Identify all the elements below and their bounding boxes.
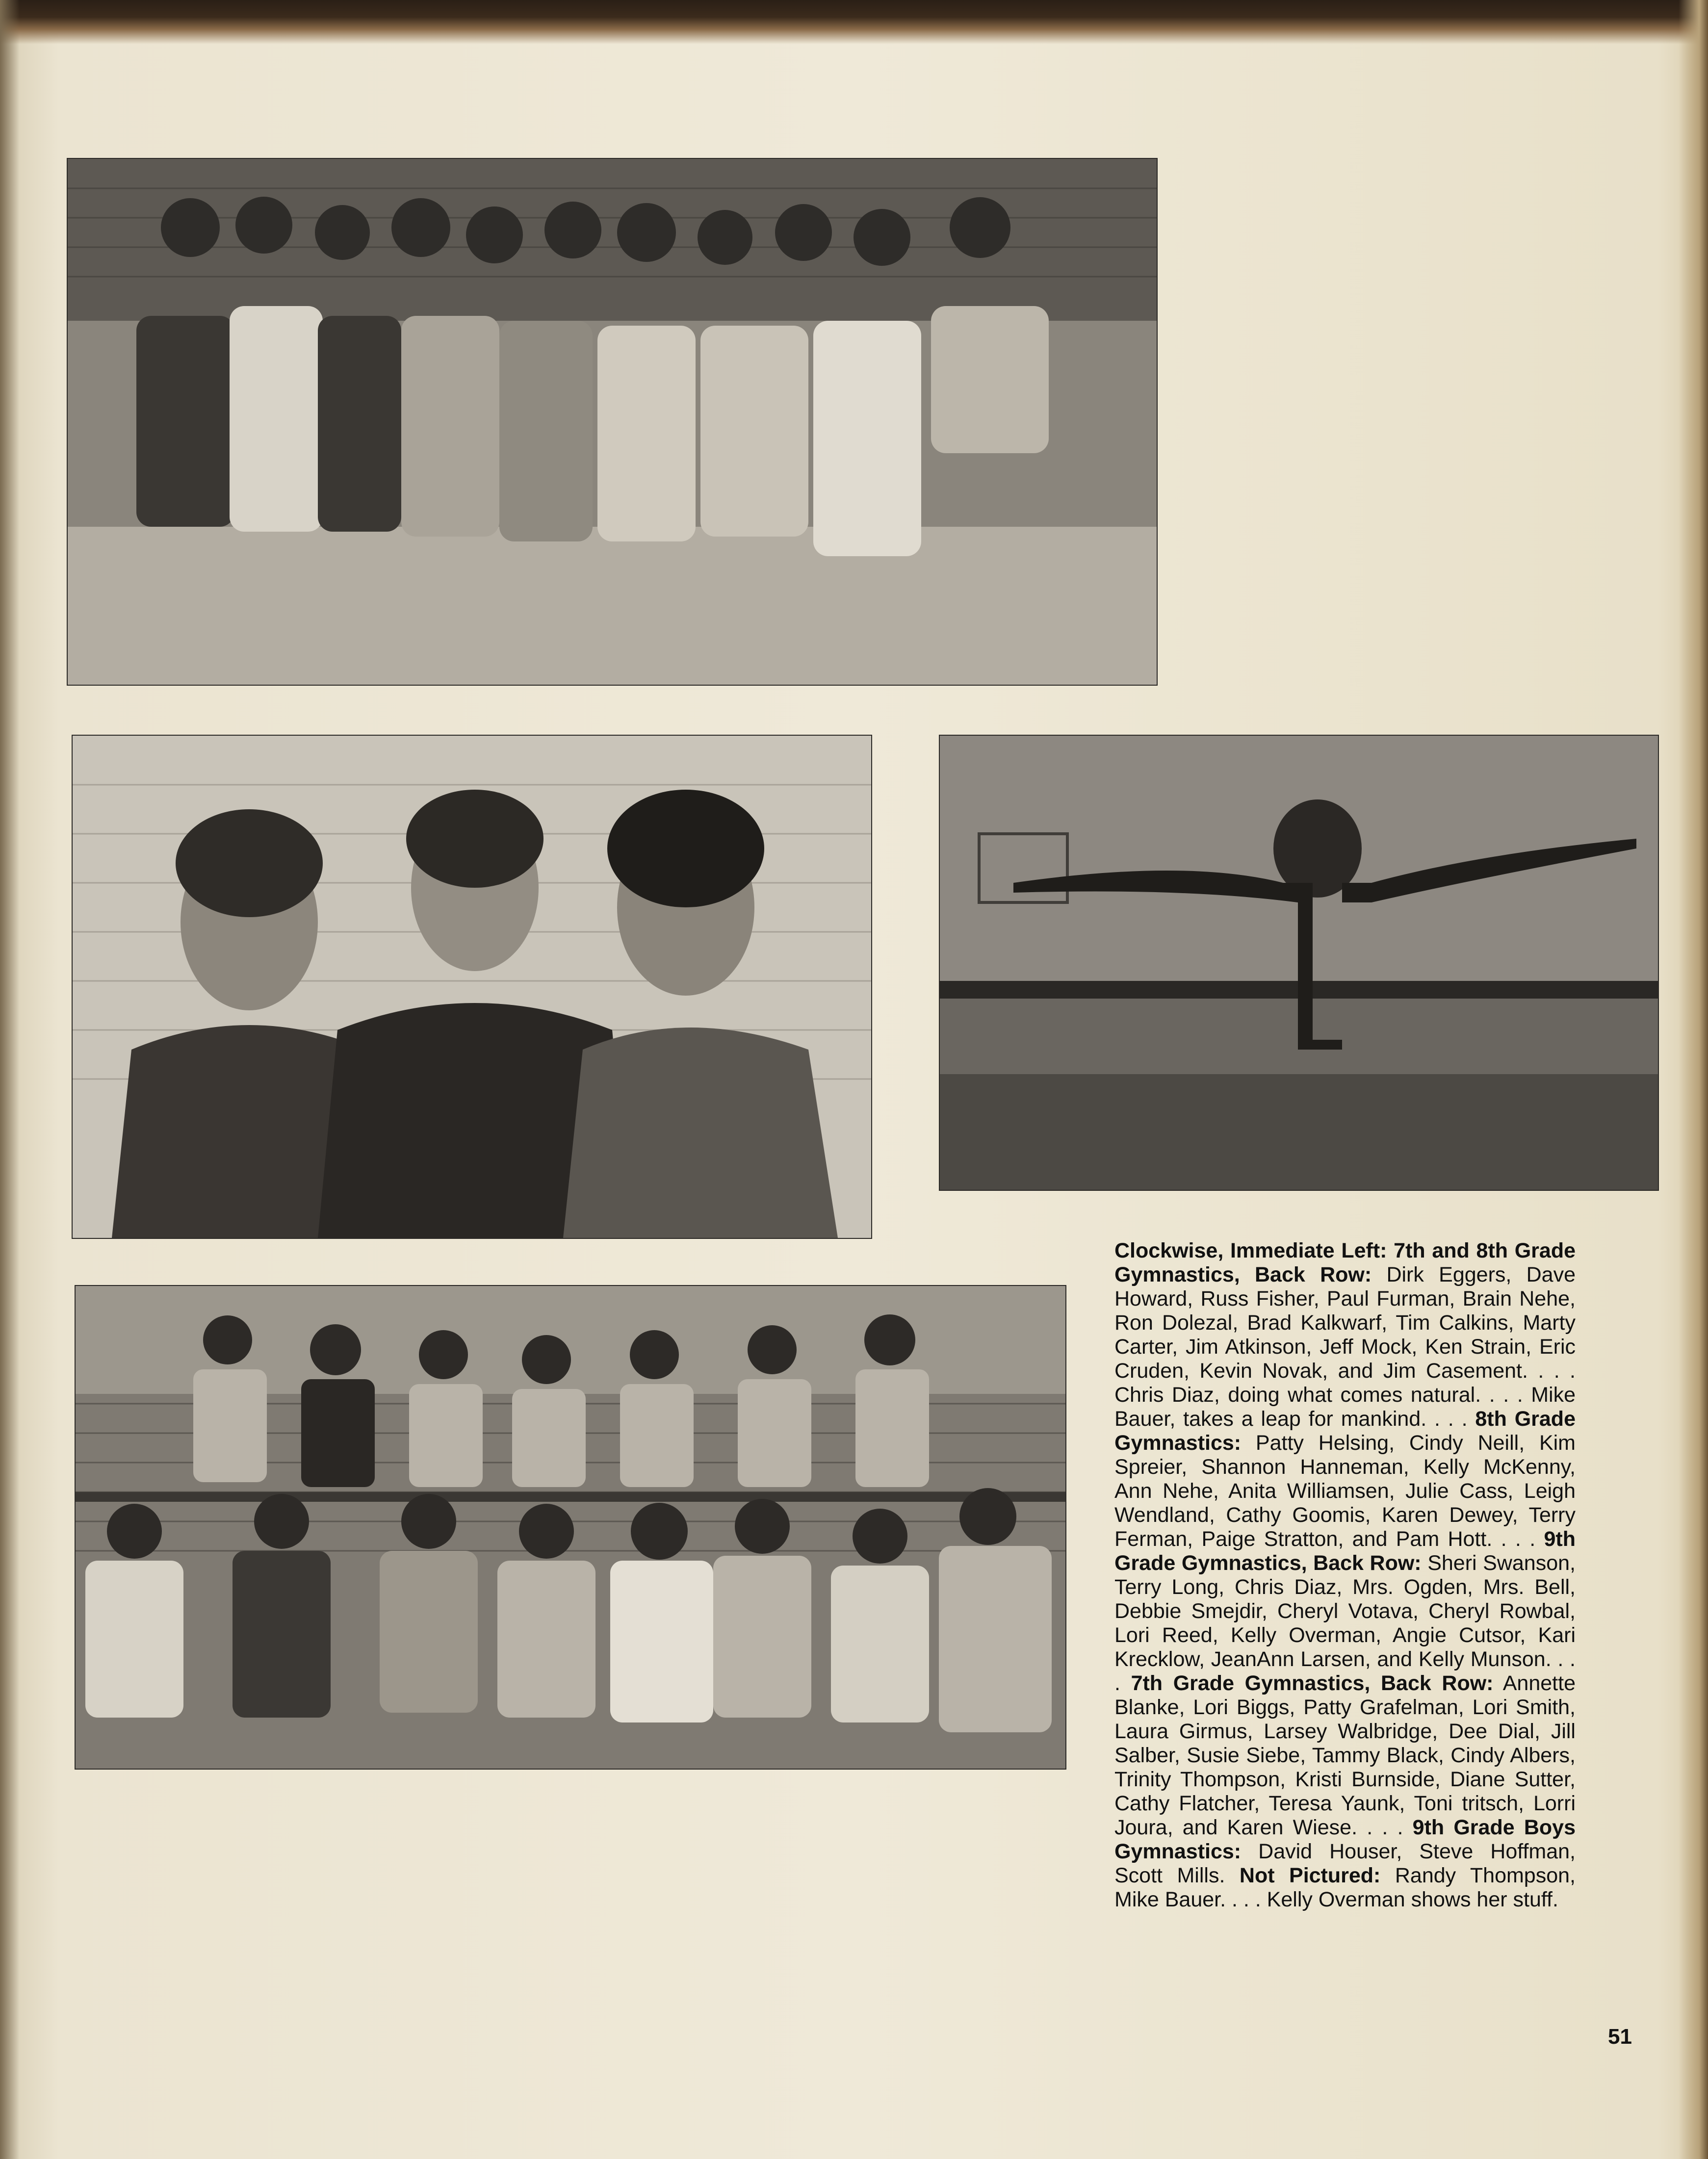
caption-segment: Dirk Eggers, Dave Howard, Russ Fisher, Paul Furman, Brain Nehe, Ron Dolezal, Brad Kalkwarf, Tim Calkins, Marty Carter, Jim Atkinson, Jeff Mock, Ken Strain, Eric Cruden, Kevin Novak, and Jim Casement. . . . Chris Diaz, doing what comes natural. . . . Mike Bauer, takes a leap for mankind. . . . — [1114, 1263, 1576, 1431]
beam-gymnast-image — [940, 736, 1658, 1190]
caption-segment: 7th Grade Gymnastics, Back Row: — [1131, 1671, 1494, 1695]
photo-girls-group — [67, 158, 1158, 686]
caption-segment: 9th Grade Gymnastics, Back Row: — [1114, 1527, 1576, 1575]
caption-segment: Sheri Swanson, Terry Long, Chris Diaz, Mrs. Ogden, Mrs. Bell, Debbie Smejdir, Cheryl Votava, Cheryl Rowbal, Lori Reed, Kelly Overman, Angie Cutsor, Kari Krecklow, JeanAnn Larsen, and Kelly Munson. . . . — [1114, 1551, 1576, 1695]
page-number: 51 — [1608, 2025, 1632, 2049]
binding-spine — [0, 0, 20, 2159]
caption-segment: 9th Grade Boys Gymnastics: — [1114, 1816, 1576, 1863]
photo-three-boys — [72, 735, 872, 1239]
caption-segment: Annette Blanke, Lori Biggs, Patty Grafelman, Lori Smith, Laura Girmus, Larsey Walbridge, Dee Dial, Jill Salber, Susie Siebe, Tammy Black, Cindy Albers, Trinity Thompson, Kristi Burnside, Diane Sutter, Cathy Flatcher, Teresa Yaunk, Toni tritsch, Lorri Joura, and Karen Wiese. . . . — [1114, 1671, 1576, 1839]
photo-boys-group — [75, 1285, 1066, 1770]
caption-segment: 8th Grade Gymnastics: — [1114, 1407, 1576, 1455]
caption-segment: Clockwise, Immediate Left: 7th and 8th Grade Gymnastics, Back Row: — [1114, 1239, 1576, 1286]
torn-top-edge — [0, 0, 1708, 44]
caption-segment: Not Pictured: — [1239, 1864, 1381, 1887]
caption-segment: David Houser, Steve Hoffman, Scott Mills. — [1114, 1840, 1576, 1887]
girls-group-image — [68, 159, 1157, 685]
worn-right-edge — [1679, 0, 1708, 2159]
photo-caption — [1114, 1239, 1576, 1912]
photo-beam-gymnast — [939, 735, 1659, 1191]
caption-segment: Randy Thompson, Mike Bauer. . . . Kelly Overman shows her stuff. — [1114, 1864, 1576, 1911]
three-boys-image — [73, 736, 871, 1238]
boys-group-image — [76, 1286, 1065, 1769]
caption-segment: Patty Helsing, Cindy Neill, Kim Spreier, Shannon Hanneman, Kelly McKenny, Ann Nehe, Anita Williamsen, Julie Cass, Leigh Wendland, Cathy Goomis, Karen Dewey, Terry Ferman, Paige Stratton, and Pam Hott. . . . — [1114, 1431, 1576, 1551]
